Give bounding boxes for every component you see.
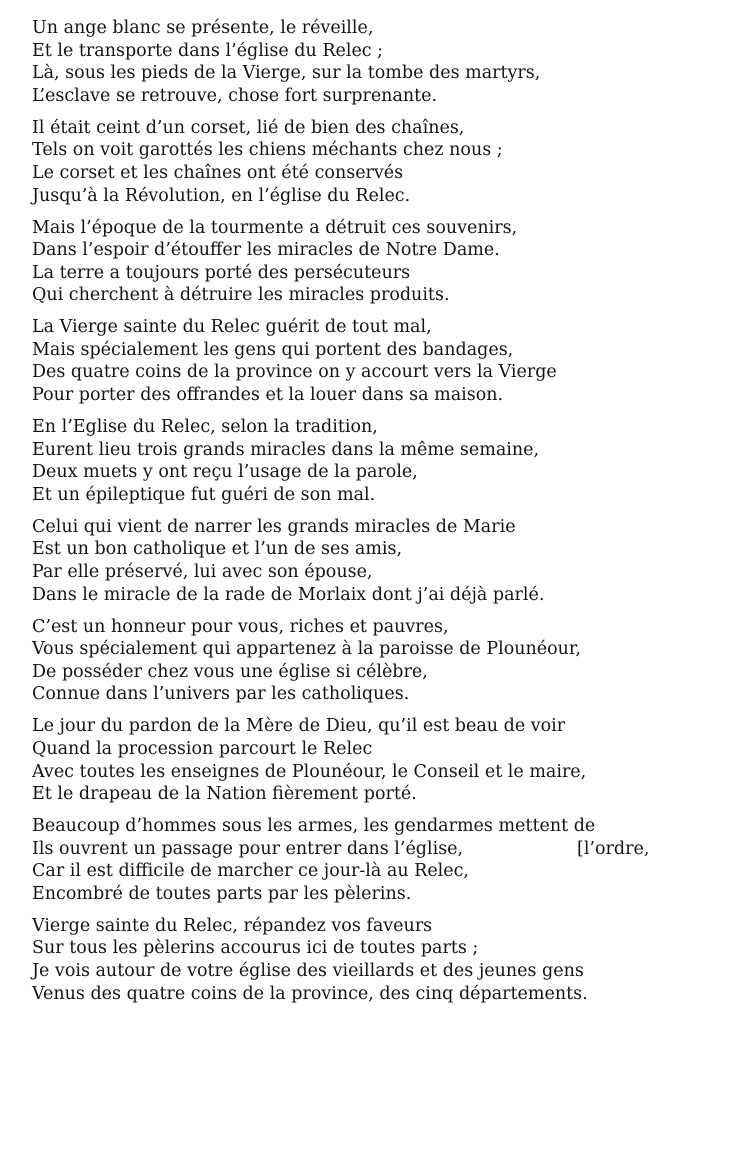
verse-line: Pour porter des offrandes et la louer dans sa maison. bbox=[32, 385, 504, 406]
verse-line: C’est un honneur pour vous, riches et pauvres, bbox=[32, 616, 449, 637]
verse-line: Connue dans l’univers par les catholiques. bbox=[32, 684, 410, 705]
verse-line: Deux muets y ont reçu l’usage de la parole, bbox=[32, 462, 418, 483]
verse-line: Et le drapeau de la Nation fièrement porté. bbox=[32, 784, 417, 805]
stanza-10 bbox=[32, 915, 720, 1005]
stanza-5 bbox=[32, 416, 720, 506]
verse-line: Avec toutes les enseignes de Plounéour, le Conseil et le maire, bbox=[32, 761, 587, 782]
verse-line: Jusqu’à la Révolution, en l’église du Relec. bbox=[32, 185, 411, 206]
verse-line bbox=[32, 838, 720, 861]
verse-line: Là, sous les pieds de la Vierge, sur la tombe des martyrs, bbox=[32, 63, 541, 84]
verse-line: Et un épileptique fut guéri de son mal. bbox=[32, 484, 376, 505]
verse-line: Beaucoup d’hommes sous les armes, les gendarmes mettent de bbox=[32, 816, 596, 837]
verse-line: Par elle préservé, lui avec son épouse, bbox=[32, 562, 373, 583]
verse-line: En l’Eglise du Relec, selon la tradition, bbox=[32, 417, 378, 438]
stanza-9 bbox=[32, 815, 720, 905]
verse-line: Vous spécialement qui appartenez à la paroisse de Plounéour, bbox=[32, 639, 581, 660]
verse-line: Sur tous les pèlerins accourus ici de toutes parts ; bbox=[32, 938, 479, 959]
verse-line: La Vierge sainte du Relec guérit de tout mal, bbox=[32, 317, 432, 338]
verse-line: Encombré de toutes parts par les pèlerins. bbox=[32, 883, 412, 904]
verse-line: L’esclave se retrouve, chose fort surprenante. bbox=[32, 85, 438, 106]
stanza-6 bbox=[32, 516, 720, 606]
verse-line: Et le transporte dans l’église du Relec ; bbox=[32, 40, 384, 61]
verse-line: Venus des quatre coins de la province, des cinq départements. bbox=[32, 983, 588, 1004]
verse-line: Car il est difficile de marcher ce jour-là au Relec, bbox=[32, 861, 469, 882]
verse-line: Mais l’époque de la tourmente a détruit ces souvenirs, bbox=[32, 217, 518, 238]
verse-line: Vierge sainte du Relec, répandez vos faveurs bbox=[32, 915, 433, 936]
verse-line: Est un bon catholique et l’un de ses amis, bbox=[32, 539, 403, 560]
verse-line: Qui cherchent à détruire les miracles produits. bbox=[32, 285, 450, 306]
verse-line: Le corset et les chaînes ont été conservés bbox=[32, 162, 404, 183]
verse-line: Un ange blanc se présente, le réveille, bbox=[32, 18, 374, 38]
verse-line: Il était ceint d’un corset, lié de bien des chaînes, bbox=[32, 117, 465, 138]
verse-line: Tels on voit garottés les chiens méchants chez nous ; bbox=[32, 140, 503, 161]
verse-line: Des quatre coins de la province on y accourt vers la Vierge bbox=[32, 362, 557, 383]
verse-line: Quand la procession parcourt le Relec bbox=[32, 738, 373, 759]
verse-line: La terre a toujours porté des persécuteurs bbox=[32, 262, 411, 283]
stanza-1 bbox=[32, 17, 720, 107]
verse-line: Mais spécialement les gens qui portent des bandages, bbox=[32, 339, 514, 360]
verse-line: De posséder chez vous une église si célèbre, bbox=[32, 661, 428, 682]
stanza-8 bbox=[32, 715, 720, 805]
verse-line: Je vois autour de votre église des vieillards et des jeunes gens bbox=[32, 961, 584, 982]
hanging-continuation: [l’ordre, bbox=[577, 838, 650, 859]
stanza-4 bbox=[32, 316, 720, 406]
stanza-7 bbox=[32, 616, 720, 706]
verse-line: Dans l’espoir d’étouffer les miracles de Notre Dame. bbox=[32, 240, 500, 261]
stanza-2 bbox=[32, 117, 720, 207]
verse-line: Le jour du pardon de la Mère de Dieu, qu’il est beau de voir bbox=[32, 716, 566, 737]
verse-line-text: Ils ouvrent un passage pour entrer dans l’église, bbox=[32, 838, 464, 859]
verse-line: Eurent lieu trois grands miracles dans la même semaine, bbox=[32, 439, 540, 460]
stanza-3 bbox=[32, 217, 720, 307]
verse-line: Celui qui vient de narrer les grands miracles de Marie bbox=[32, 516, 516, 537]
verse-line: Dans le miracle de la rade de Morlaix dont j’ai déjà parlé. bbox=[32, 584, 545, 605]
